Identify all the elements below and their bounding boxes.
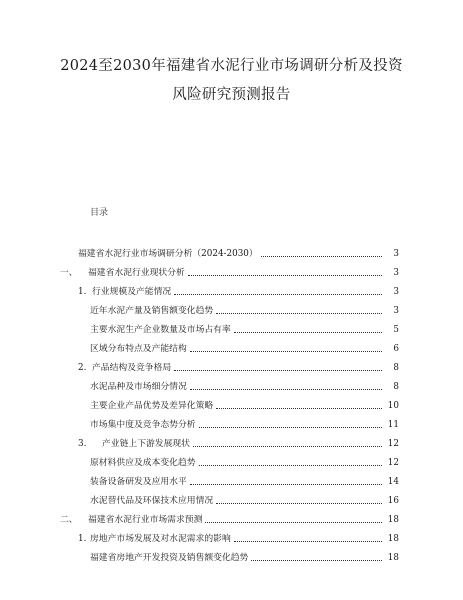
toc-entry-text: 福建省水泥行业市场需求预测 bbox=[88, 515, 203, 525]
toc-entry-page: 3 bbox=[393, 268, 399, 278]
toc-entry-text: 装备设备研发及应用水平 bbox=[90, 477, 187, 487]
toc-entry[interactable] bbox=[90, 411, 399, 431]
toc-leader-dots bbox=[205, 522, 382, 523]
toc-entry-text: 产品结构及竞争格局 bbox=[92, 363, 172, 373]
toc-entry[interactable] bbox=[90, 487, 399, 507]
toc-entry-page: 18 bbox=[387, 515, 399, 525]
toc-entry-page: 12 bbox=[387, 439, 399, 449]
toc-entry-number: 二、 bbox=[60, 515, 78, 525]
toc-entry-number: 3. bbox=[78, 439, 87, 449]
toc-entry[interactable] bbox=[78, 525, 399, 545]
toc-entry-page: 18 bbox=[387, 534, 399, 544]
toc-entry-text: 市场集中度及竞争态势分析 bbox=[90, 420, 196, 430]
toc-entry[interactable] bbox=[78, 354, 399, 374]
toc-entry-page: 3 bbox=[393, 287, 399, 297]
toc-entry-number: 1. bbox=[78, 534, 87, 544]
toc-entry[interactable] bbox=[78, 240, 399, 260]
toc-entry-text: 福建省水泥行业现状分析 bbox=[88, 268, 185, 278]
toc-entry-page: 16 bbox=[387, 496, 399, 506]
toc-leader-dots bbox=[234, 332, 382, 333]
toc-leader-dots bbox=[216, 313, 382, 314]
toc-leader-dots bbox=[193, 446, 382, 447]
toc-entry[interactable] bbox=[90, 468, 399, 488]
toc-entry[interactable] bbox=[90, 335, 399, 355]
toc-leader-dots bbox=[261, 256, 382, 257]
toc-entry[interactable] bbox=[90, 297, 399, 317]
toc-entry[interactable] bbox=[90, 373, 399, 393]
toc-entry-page: 3 bbox=[393, 249, 399, 259]
toc-leader-dots bbox=[174, 370, 382, 371]
toc-entry-page: 18 bbox=[387, 553, 399, 563]
toc-leader-dots bbox=[190, 484, 382, 485]
toc-leader-dots bbox=[199, 427, 382, 428]
toc-entry-page: 3 bbox=[393, 306, 399, 316]
toc-entry[interactable] bbox=[90, 316, 399, 336]
toc-entry-number: 一、 bbox=[60, 268, 78, 278]
toc-entry-text: 区域分布特点及产能结构 bbox=[90, 344, 187, 354]
toc-entry-text: 水泥替代品及环保技术应用情况 bbox=[90, 496, 214, 506]
toc-entry-text: 产业链上下游发展现状 bbox=[102, 439, 190, 449]
toc-leader-dots bbox=[251, 560, 382, 561]
toc-entry-text: 主要企业产品优势及差异化策略 bbox=[90, 401, 214, 411]
toc-entry-page: 5 bbox=[393, 325, 399, 335]
toc-entry-number: 2. bbox=[78, 363, 87, 373]
document-title-line-2: 风险研究预测报告 bbox=[172, 87, 291, 103]
toc-leader-dots bbox=[190, 389, 382, 390]
toc-entry[interactable] bbox=[60, 506, 399, 526]
toc-entry-text: 原材料供应及成本变化趋势 bbox=[90, 458, 196, 468]
toc-entry-number: 1. bbox=[78, 287, 87, 297]
toc-leader-dots bbox=[188, 275, 382, 276]
toc-entry-page: 8 bbox=[393, 382, 399, 392]
toc-entry-text: 福建省水泥行业市场调研分析（2024-2030） bbox=[78, 249, 258, 259]
toc-leader-dots bbox=[190, 351, 382, 352]
toc-heading: 目录 bbox=[90, 208, 109, 218]
toc-leader-dots bbox=[216, 503, 382, 504]
toc-entry[interactable] bbox=[78, 278, 399, 298]
toc-entry-text: 主要水泥生产企业数量及市场占有率 bbox=[90, 325, 231, 335]
toc-entry-text: 福建省房地产开发投资及销售额变化趋势 bbox=[90, 553, 249, 563]
toc-entry-page: 14 bbox=[387, 477, 399, 487]
toc-entry-page: 11 bbox=[387, 420, 399, 430]
toc-entry-text: 近年水泥产量及销售额变化趋势 bbox=[90, 306, 214, 316]
toc-entry-page: 10 bbox=[387, 401, 399, 411]
toc-leader-dots bbox=[174, 294, 382, 295]
toc-leader-dots bbox=[199, 465, 382, 466]
toc-entry[interactable] bbox=[78, 430, 399, 450]
toc-leader-dots bbox=[234, 541, 382, 542]
toc-entry-text: 行业规模及产能情况 bbox=[92, 287, 172, 297]
toc-entry-text: 房地产市场发展及对水泥需求的影响 bbox=[90, 534, 231, 544]
toc-entry[interactable] bbox=[90, 392, 399, 412]
toc-entry[interactable] bbox=[90, 544, 399, 564]
document-title-line-1: 2024至2030年福建省水泥行业市场调研分析及投资 bbox=[60, 58, 403, 74]
toc-entry-page: 12 bbox=[387, 458, 399, 468]
toc-entry-page: 6 bbox=[393, 344, 399, 354]
toc-entry[interactable] bbox=[60, 259, 399, 279]
toc-entry-page: 8 bbox=[393, 363, 399, 373]
toc-entry[interactable] bbox=[90, 449, 399, 469]
toc-entry-text: 水泥品种及市场细分情况 bbox=[90, 382, 187, 392]
toc-leader-dots bbox=[216, 408, 382, 409]
